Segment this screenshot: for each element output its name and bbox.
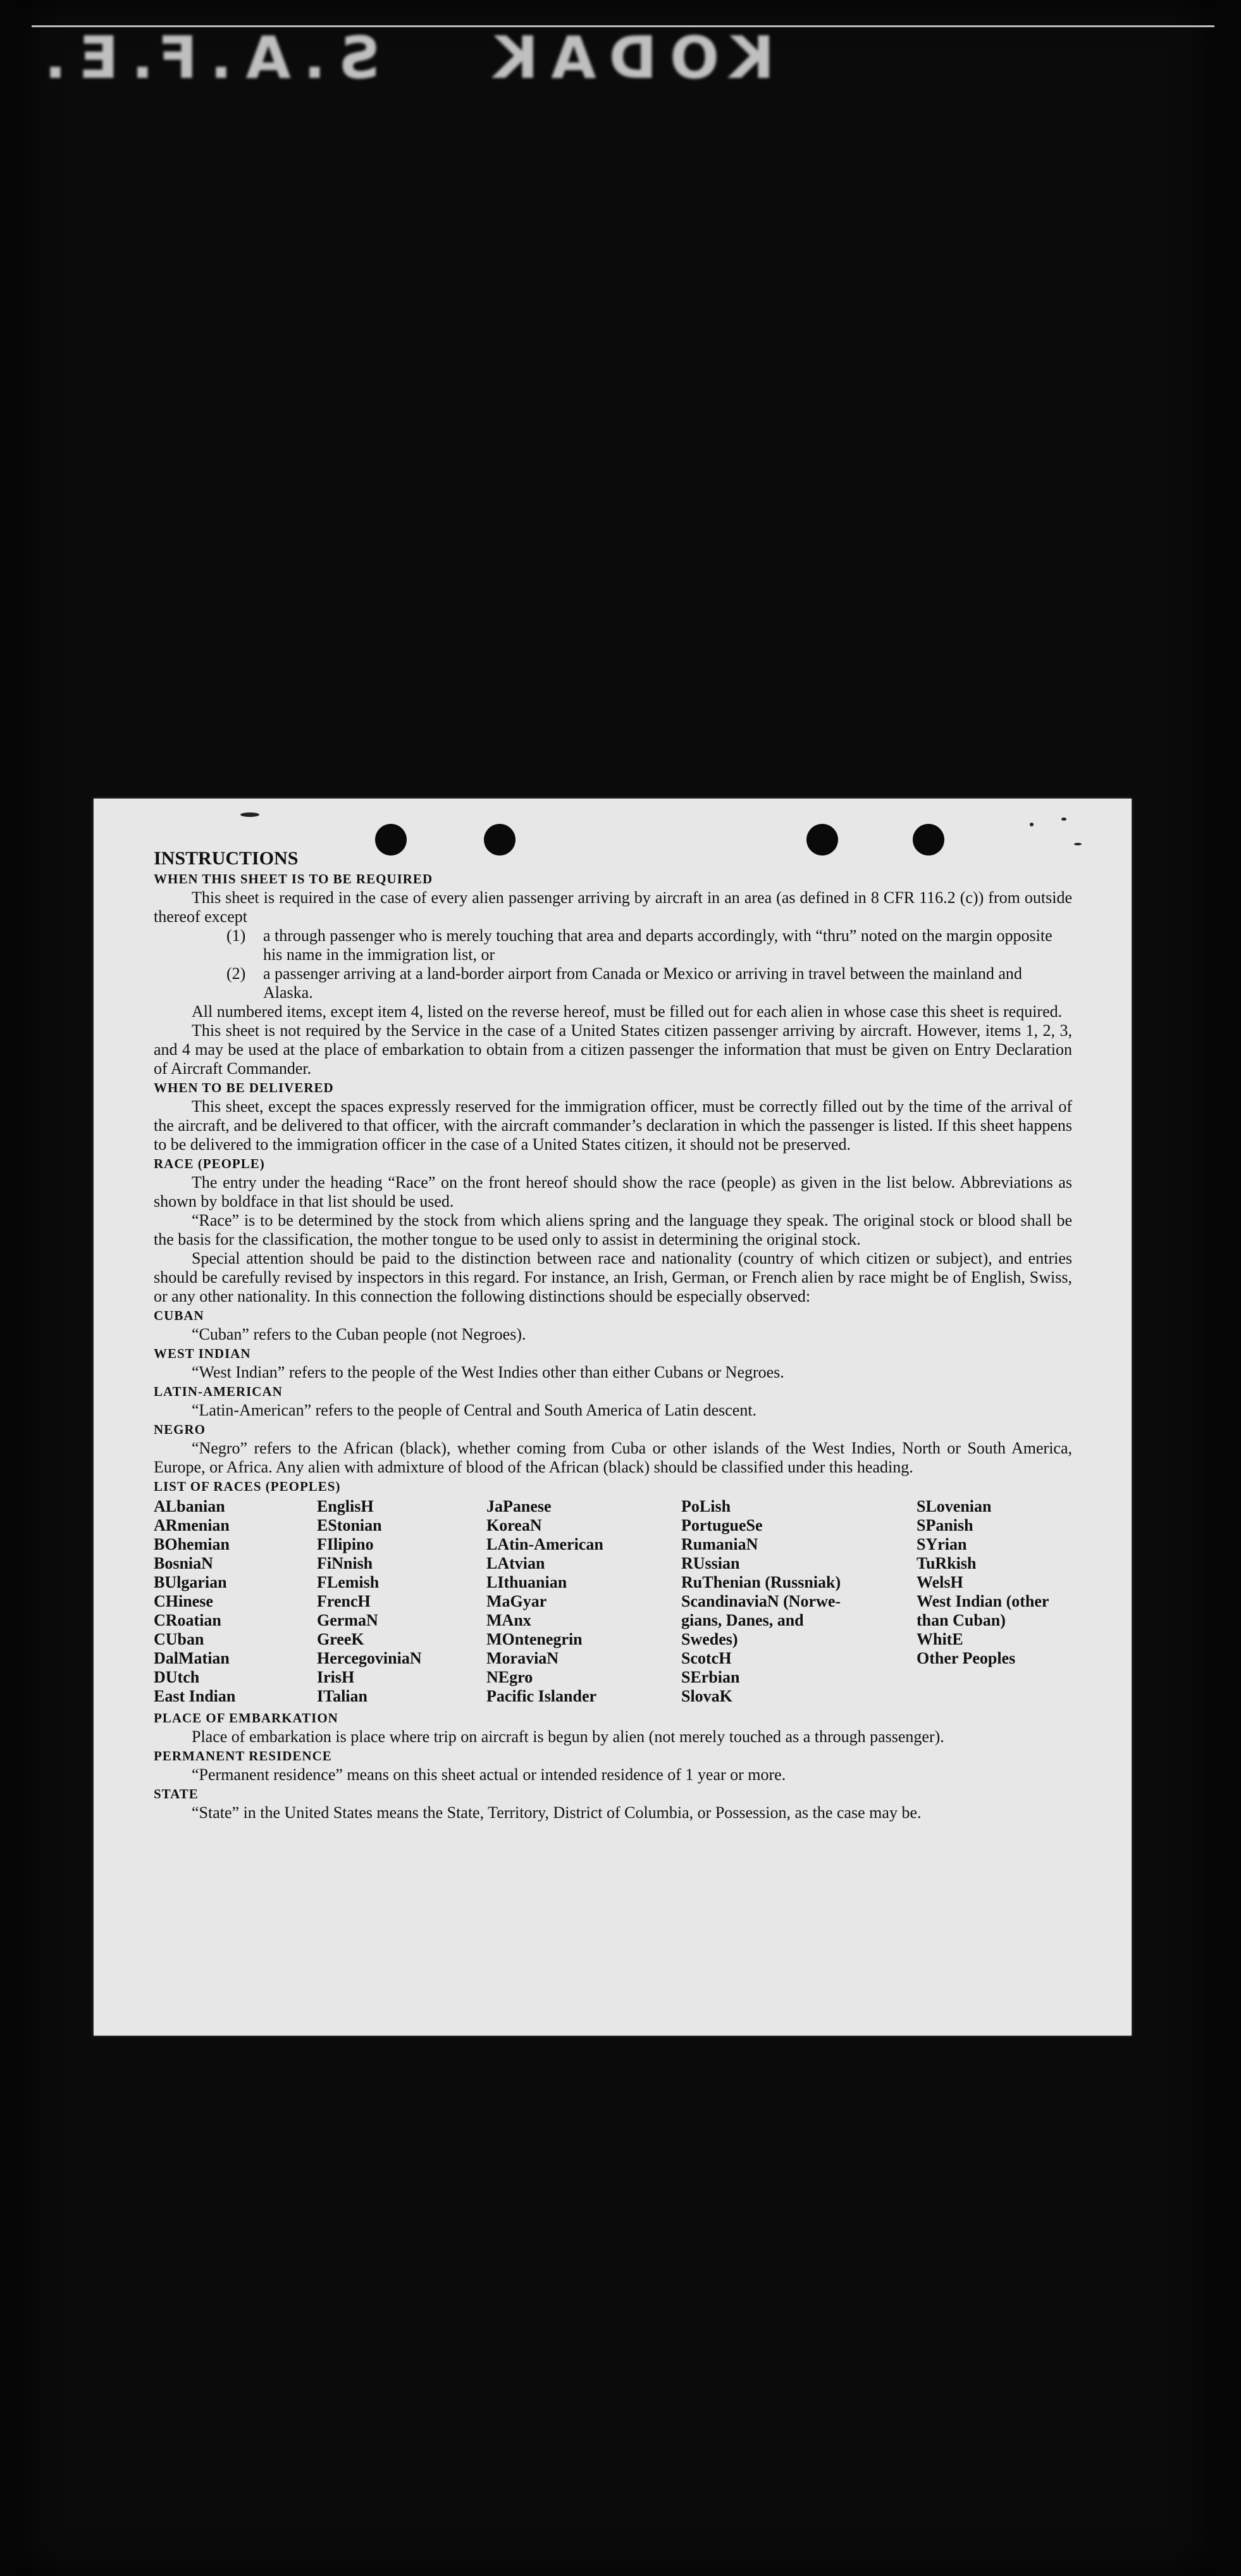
race-item: LIthuanian [486,1573,567,1591]
race-item: CUban [154,1630,204,1648]
race-item: FLemish [317,1573,380,1591]
race-item: IrisH [317,1668,355,1686]
race-list [154,1497,1072,1706]
race-item: FiNnish [317,1554,373,1572]
document-page [94,799,1132,2036]
heading-list-of-races: LIST OF RACES (PEOPLES) [154,1479,341,1494]
race-item: SPanish [917,1516,973,1534]
race-item: EnglisH [317,1497,374,1515]
race-item: Pacific Islander [486,1687,597,1705]
race-item: WhitE [917,1630,963,1648]
race-item: East Indian [154,1687,236,1705]
race-item: FIlipino [317,1535,374,1553]
dust-speck [1074,843,1082,845]
dust-speck [1061,818,1066,821]
race-item: BUlgarian [154,1573,227,1591]
race-item: PoLish [681,1497,731,1515]
race-item: CRoatian [154,1611,221,1629]
race-item: ScotcH [681,1649,732,1667]
race-item: MAnx [486,1611,531,1629]
heading-when-required: WHEN THIS SHEET IS TO BE REQUIRED [154,871,433,887]
para-citizen: This sheet is not required by the Service in the case of a United States citizen passenger arriving by aircraft. However, items 1, 2, 3, and 4 may be used at the place of embarkation to obtain from a citizen passenger the information that must be given on Entry Declaration of Aircraft Commander. [154,1021,1072,1078]
exception-item-2 [226,964,1072,1002]
dust-speck [240,812,259,817]
para-west-indian: “West Indian” refers to the people of the West Indies other than either Cubans or Negroes. [192,1363,784,1381]
race-item: BOhemian [154,1535,230,1553]
race-item: SYrian [917,1535,967,1553]
race-item: RuThenian (Russniak) [681,1573,841,1591]
race-item: MaGyar [486,1592,547,1610]
race-item: RUssian [681,1554,740,1572]
heading-when-delivered: WHEN TO BE DELIVERED [154,1080,334,1095]
race-item: JaPanese [486,1497,552,1515]
heading-state: STATE [154,1786,199,1801]
race-item: LAtin-American [486,1535,603,1553]
item-number: (1) [226,926,246,945]
heading-residence: PERMANENT RESIDENCE [154,1748,332,1764]
para-delivered: This sheet, except the spaces expressly reserved for the immigration officer, must be correctly filled out by the time of the arrival of the aircraft, and be delivered to that officer, with the aircraft commander’s declaration in which the passenger is listed. If this sheet happens to be delivered to the immigration officer in the case of a United States citizen, it should not be preserved. [154,1097,1072,1154]
race-item: WelsH [917,1573,963,1591]
heading-cuban: CUBAN [154,1308,204,1323]
race-item: MOntenegrin [486,1630,583,1648]
para-race-3: Special attention should be paid to the distinction between race and nationality (country of which citizen or subject), and entries should be carefully revised by inspectors in this regard. For instance, an Irish, German, or French alien by race might be of English, Swiss, or any other nationality. In this connection the following distinctions should be especially observed: [154,1249,1072,1305]
para-negro: “Negro” refers to the African (black), whether coming from Cuba or other islands of the West Indies, North or South America, Europe, or Africa. Any alien with admixture of blood of the African (black) should be classified under this heading. [154,1439,1072,1476]
race-item: GreeK [317,1630,364,1648]
race-item: RumaniaN [681,1535,758,1553]
race-item: ALbanian [154,1497,225,1515]
race-item: SlovaK [681,1687,732,1705]
heading-embarkation: PLACE OF EMBARKATION [154,1710,338,1726]
film-marking-safe: S.A.F.E. [32,24,381,92]
race-item: MoraviaN [486,1649,559,1667]
dust-speck [1030,823,1034,826]
race-item: CHinese [154,1592,213,1610]
race-item: LAtvian [486,1554,545,1572]
race-item: GermaN [317,1611,378,1629]
heading-latin-american: LATIN-AMERICAN [154,1384,283,1399]
para-race-1: The entry under the heading “Race” on the front hereof should show the race (people) as given in the list below. Abbreviations as shown by boldface in that list should be used. [154,1173,1072,1210]
heading-race: RACE (PEOPLE) [154,1156,265,1171]
para-required: This sheet is required in the case of every alien passenger arriving by aircraft in an area (as defined in 8 CFR 116.2 (c)) from outside thereof except [154,888,1072,926]
race-item: EStonian [317,1516,382,1534]
race-column [486,1497,681,1706]
page-title: INSTRUCTIONS [154,848,299,869]
item-text: a through passenger who is merely touching that area and departs accordingly, with “thru” noted on the margin opposite his name in the immigration list, or [263,926,1053,964]
race-item: West Indian (other than Cuban) [917,1592,1049,1629]
para-residence: “Permanent residence” means on this sheet actual or intended residence of 1 year or more. [192,1765,786,1784]
race-item: SErbian [681,1668,740,1686]
para-embarkation: Place of embarkation is place where trip on aircraft is begun by alien (not merely touched as a through passenger). [192,1727,944,1746]
race-item: ARmenian [154,1516,230,1534]
race-item: DalMatian [154,1649,230,1667]
race-column [154,1497,317,1706]
race-item: ITalian [317,1687,367,1705]
race-item: BosniaN [154,1554,213,1572]
para-cuban: “Cuban” refers to the Cuban people (not Negroes). [192,1325,526,1343]
item-text: a passenger arriving at a land-border airport from Canada or Mexico or arriving in travel between the mainland and Alaska. [263,964,1022,1002]
race-item: ScandinaviaN (Norwe- gians, Danes, and Swedes) [681,1592,841,1648]
para-latin-american: “Latin-American” refers to the people of Central and South America of Latin descent. [192,1401,757,1419]
race-item: NEgro [486,1668,533,1686]
item-number: (2) [226,964,246,983]
film-marking-kodak: KODAK [481,24,775,92]
race-column [317,1497,486,1706]
exception-item-1 [226,926,1072,964]
race-item: Other Peoples [917,1649,1016,1667]
race-item: SLovenian [917,1497,992,1515]
race-column [681,1497,917,1706]
heading-west-indian: WEST INDIAN [154,1346,251,1361]
para-race-2: “Race” is to be determined by the stock from which aliens spring and the language they speak. The original stock or blood shall be the basis for the classification, the mother tongue to be used only to assist in determining the original stock. [154,1211,1072,1248]
race-column [917,1497,1072,1706]
race-item: TuRkish [917,1554,977,1572]
race-item: KoreaN [486,1516,542,1534]
race-item: FrencH [317,1592,371,1610]
race-item: PortugueSe [681,1516,763,1534]
para-state: “State” in the United States means the State, Territory, District of Columbia, or Possession, as the case may be. [192,1803,922,1822]
para-all-items: All numbered items, except item 4, listed on the reverse hereof, must be filled out for each alien in whose case this sheet is required. [192,1002,1063,1021]
race-item: HercegoviniaN [317,1649,422,1667]
race-item: DUtch [154,1668,200,1686]
heading-negro: NEGRO [154,1422,206,1437]
film-edge-marking [0,24,1241,94]
instructions-text [154,848,1072,1822]
